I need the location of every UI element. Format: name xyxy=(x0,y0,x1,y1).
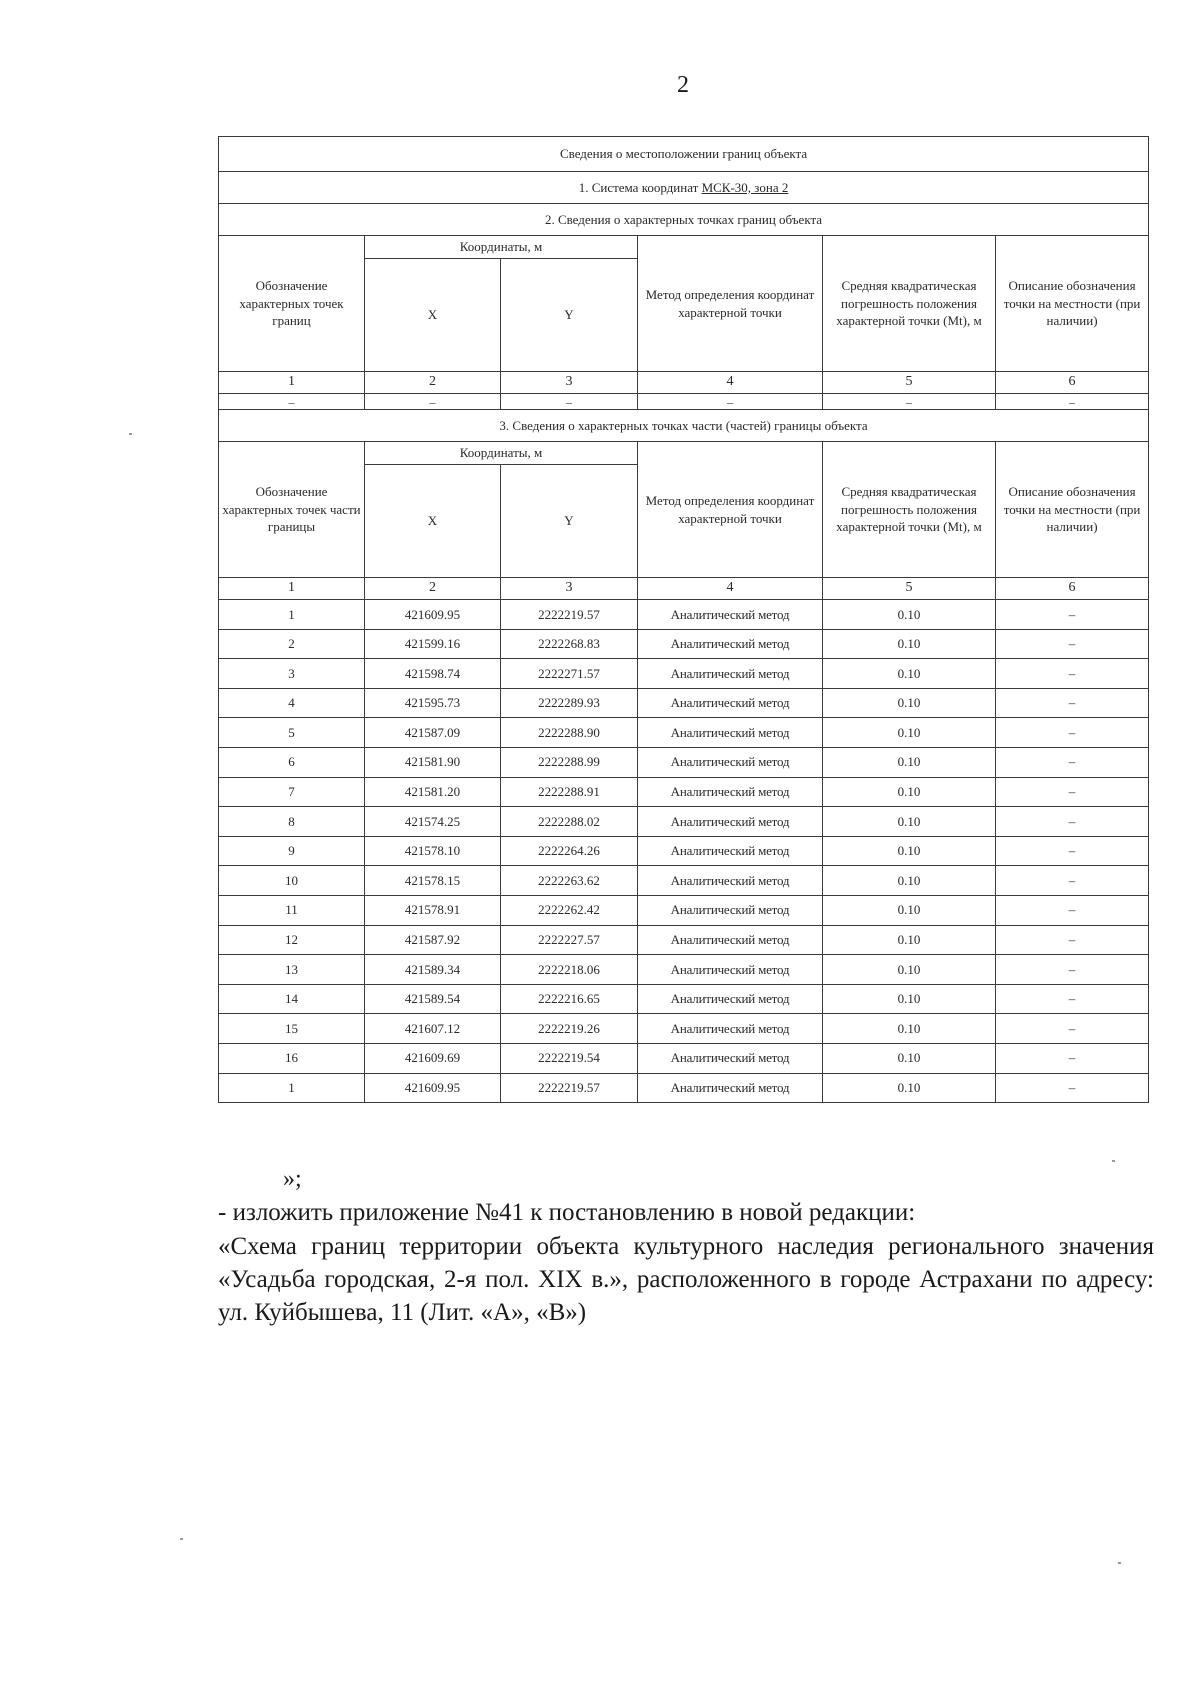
coordinate-system-row xyxy=(219,172,1149,204)
table-row xyxy=(219,866,1149,896)
x-coordinate-cell: 421581.90 xyxy=(365,747,501,777)
scan-speck xyxy=(1118,1562,1121,1564)
x-coordinate-cell: 421578.15 xyxy=(365,866,501,896)
point-number-cell: 1 xyxy=(219,1073,365,1103)
y-coordinate-cell: 2222271.57 xyxy=(501,659,638,689)
description-cell: – xyxy=(996,1014,1149,1044)
header-y: Y xyxy=(501,259,638,372)
column-number: 5 xyxy=(823,372,996,394)
y-coordinate-cell: 2222218.06 xyxy=(501,955,638,985)
header-method: Метод определения координат характерной точки xyxy=(638,236,823,372)
point-number-cell: 4 xyxy=(219,688,365,718)
column-number: 1 xyxy=(219,372,365,394)
header-error: Средняя квадратическая погрешность положения характерной точки (Mt), м xyxy=(823,442,996,578)
header-x: X xyxy=(365,259,501,372)
column-numbers-row xyxy=(219,372,1149,394)
error-cell: 0.10 xyxy=(823,777,996,807)
empty-data-row xyxy=(219,394,1149,410)
header-y: Y xyxy=(501,465,638,578)
point-number-cell: 12 xyxy=(219,925,365,955)
column-number: 3 xyxy=(501,578,638,600)
table-row xyxy=(219,836,1149,866)
error-cell: 0.10 xyxy=(823,629,996,659)
table-row xyxy=(219,600,1149,630)
point-number-cell: 8 xyxy=(219,807,365,837)
column-number: 6 xyxy=(996,372,1149,394)
table-row xyxy=(219,747,1149,777)
table-row xyxy=(219,659,1149,689)
table-row xyxy=(219,688,1149,718)
scan-speck xyxy=(129,433,132,435)
error-cell: 0.10 xyxy=(823,895,996,925)
description-cell: – xyxy=(996,836,1149,866)
method-cell: Аналитический метод xyxy=(638,925,823,955)
column-number: 2 xyxy=(365,578,501,600)
error-cell: 0.10 xyxy=(823,836,996,866)
y-coordinate-cell: 2222219.26 xyxy=(501,1014,638,1044)
point-number-cell: 11 xyxy=(219,895,365,925)
column-number: 5 xyxy=(823,578,996,600)
y-coordinate-cell: 2222288.99 xyxy=(501,747,638,777)
method-cell: Аналитический метод xyxy=(638,807,823,837)
table-row xyxy=(219,1014,1149,1044)
table-row xyxy=(219,955,1149,985)
scan-speck xyxy=(180,1538,183,1540)
method-cell: Аналитический метод xyxy=(638,718,823,748)
column-number: 3 xyxy=(501,372,638,394)
y-coordinate-cell: 2222268.83 xyxy=(501,629,638,659)
table-row xyxy=(219,984,1149,1014)
x-coordinate-cell: 421587.92 xyxy=(365,925,501,955)
method-cell: Аналитический метод xyxy=(638,866,823,896)
error-cell: 0.10 xyxy=(823,718,996,748)
closing-quote: »; xyxy=(283,1166,302,1192)
description-cell: – xyxy=(996,895,1149,925)
method-cell: Аналитический метод xyxy=(638,1014,823,1044)
x-coordinate-cell: 421574.25 xyxy=(365,807,501,837)
header-coordinates: Координаты, м xyxy=(365,442,638,465)
table-row xyxy=(219,807,1149,837)
point-number-cell: 15 xyxy=(219,1014,365,1044)
error-cell: 0.10 xyxy=(823,955,996,985)
y-coordinate-cell: 2222216.65 xyxy=(501,984,638,1014)
table-row xyxy=(219,925,1149,955)
dash-cell: – xyxy=(638,394,823,410)
x-coordinate-cell: 421587.09 xyxy=(365,718,501,748)
point-number-cell: 13 xyxy=(219,955,365,985)
description-cell: – xyxy=(996,600,1149,630)
error-cell: 0.10 xyxy=(823,1073,996,1103)
table-row xyxy=(219,777,1149,807)
boundary-coordinates-table xyxy=(218,136,1149,1103)
x-coordinate-cell: 421589.34 xyxy=(365,955,501,985)
dash-cell: – xyxy=(365,394,501,410)
header-point-border: Обозначение характерных точек границ xyxy=(219,236,365,372)
y-coordinate-cell: 2222227.57 xyxy=(501,925,638,955)
x-coordinate-cell: 421609.95 xyxy=(365,600,501,630)
dash-cell: – xyxy=(219,394,365,410)
description-cell: – xyxy=(996,659,1149,689)
method-cell: Аналитический метод xyxy=(638,777,823,807)
header-description: Описание обозначения точки на местности (при наличии) xyxy=(996,236,1149,372)
description-cell: – xyxy=(996,925,1149,955)
header-error: Средняя квадратическая погрешность положения характерной точки (Mt), м xyxy=(823,236,996,372)
y-coordinate-cell: 2222219.54 xyxy=(501,1043,638,1073)
table-row xyxy=(219,718,1149,748)
method-cell: Аналитический метод xyxy=(638,659,823,689)
scan-speck xyxy=(1112,1160,1115,1162)
column-number: 2 xyxy=(365,372,501,394)
table-row xyxy=(219,1043,1149,1073)
table-title: Сведения о местоположении границ объекта xyxy=(219,137,1149,172)
error-cell: 0.10 xyxy=(823,925,996,955)
method-cell: Аналитический метод xyxy=(638,600,823,630)
method-cell: Аналитический метод xyxy=(638,747,823,777)
point-number-cell: 3 xyxy=(219,659,365,689)
y-coordinate-cell: 2222262.42 xyxy=(501,895,638,925)
description-cell: – xyxy=(996,629,1149,659)
x-coordinate-cell: 421607.12 xyxy=(365,1014,501,1044)
method-cell: Аналитический метод xyxy=(638,984,823,1014)
y-coordinate-cell: 2222288.02 xyxy=(501,807,638,837)
method-cell: Аналитический метод xyxy=(638,629,823,659)
x-coordinate-cell: 421598.74 xyxy=(365,659,501,689)
error-cell: 0.10 xyxy=(823,807,996,837)
x-coordinate-cell: 421595.73 xyxy=(365,688,501,718)
point-number-cell: 9 xyxy=(219,836,365,866)
description-cell: – xyxy=(996,1043,1149,1073)
column-number: 4 xyxy=(638,372,823,394)
header-coordinates: Координаты, м xyxy=(365,236,638,259)
point-number-cell: 7 xyxy=(219,777,365,807)
header-point-part: Обозначение характерных точек части границы xyxy=(219,442,365,578)
x-coordinate-cell: 421599.16 xyxy=(365,629,501,659)
y-coordinate-cell: 2222289.93 xyxy=(501,688,638,718)
x-coordinate-cell: 421589.54 xyxy=(365,984,501,1014)
error-cell: 0.10 xyxy=(823,600,996,630)
table-row xyxy=(219,629,1149,659)
point-number-cell: 2 xyxy=(219,629,365,659)
section-3-title: 3. Сведения о характерных точках части (частей) границы объекта xyxy=(219,410,1149,442)
y-coordinate-cell: 2222264.26 xyxy=(501,836,638,866)
x-coordinate-cell: 421581.20 xyxy=(365,777,501,807)
column-number: 4 xyxy=(638,578,823,600)
column-number: 6 xyxy=(996,578,1149,600)
method-cell: Аналитический метод xyxy=(638,1043,823,1073)
method-cell: Аналитический метод xyxy=(638,955,823,985)
description-cell: – xyxy=(996,984,1149,1014)
y-coordinate-cell: 2222288.91 xyxy=(501,777,638,807)
point-number-cell: 5 xyxy=(219,718,365,748)
point-number-cell: 14 xyxy=(219,984,365,1014)
error-cell: 0.10 xyxy=(823,1043,996,1073)
y-coordinate-cell: 2222219.57 xyxy=(501,1073,638,1103)
x-coordinate-cell: 421609.69 xyxy=(365,1043,501,1073)
y-coordinate-cell: 2222219.57 xyxy=(501,600,638,630)
x-coordinate-cell: 421609.95 xyxy=(365,1073,501,1103)
description-cell: – xyxy=(996,1073,1149,1103)
dash-cell: – xyxy=(823,394,996,410)
error-cell: 0.10 xyxy=(823,984,996,1014)
point-number-cell: 10 xyxy=(219,866,365,896)
method-cell: Аналитический метод xyxy=(638,688,823,718)
description-cell: – xyxy=(996,747,1149,777)
table-row xyxy=(219,1073,1149,1103)
column-numbers-row xyxy=(219,578,1149,600)
x-coordinate-cell: 421578.91 xyxy=(365,895,501,925)
description-cell: – xyxy=(996,718,1149,748)
method-cell: Аналитический метод xyxy=(638,836,823,866)
point-number-cell: 1 xyxy=(219,600,365,630)
error-cell: 0.10 xyxy=(823,659,996,689)
x-coordinate-cell: 421578.10 xyxy=(365,836,501,866)
section-2-title: 2. Сведения о характерных точках границ объекта xyxy=(219,204,1149,236)
appendix-title-paragraph: «Схема границ территории объекта культурного наследия регионального значения «Усадьба городская, 2-я пол. XIX в.», расположенного в городе Астрахани по адресу: ул. Куйбышева, 11 (Лит. «А», «В») xyxy=(218,1233,1154,1326)
y-coordinate-cell: 2222288.90 xyxy=(501,718,638,748)
table-row xyxy=(219,895,1149,925)
error-cell: 0.10 xyxy=(823,866,996,896)
error-cell: 0.10 xyxy=(823,688,996,718)
description-cell: – xyxy=(996,688,1149,718)
page-number: 2 xyxy=(677,72,689,98)
y-coordinate-cell: 2222263.62 xyxy=(501,866,638,896)
dash-cell: – xyxy=(996,394,1149,410)
header-x: X xyxy=(365,465,501,578)
point-number-cell: 16 xyxy=(219,1043,365,1073)
coordinate-system-label: 1. Система координат xyxy=(578,179,702,195)
table-data-rows xyxy=(219,600,1149,1103)
point-number-cell: 6 xyxy=(219,747,365,777)
column-number: 1 xyxy=(219,578,365,600)
error-cell: 0.10 xyxy=(823,1014,996,1044)
description-cell: – xyxy=(996,807,1149,837)
error-cell: 0.10 xyxy=(823,747,996,777)
dash-cell: – xyxy=(501,394,638,410)
instruction-paragraph: - изложить приложение №41 к постановлению в новой редакции: xyxy=(218,1199,916,1226)
description-cell: – xyxy=(996,955,1149,985)
header-description: Описание обозначения точки на местности (при наличии) xyxy=(996,442,1149,578)
coordinate-system-value: МСК-30, зона 2 xyxy=(701,179,789,195)
description-cell: – xyxy=(996,777,1149,807)
method-cell: Аналитический метод xyxy=(638,1073,823,1103)
header-method: Метод определения координат характерной точки xyxy=(638,442,823,578)
description-cell: – xyxy=(996,866,1149,896)
method-cell: Аналитический метод xyxy=(638,895,823,925)
